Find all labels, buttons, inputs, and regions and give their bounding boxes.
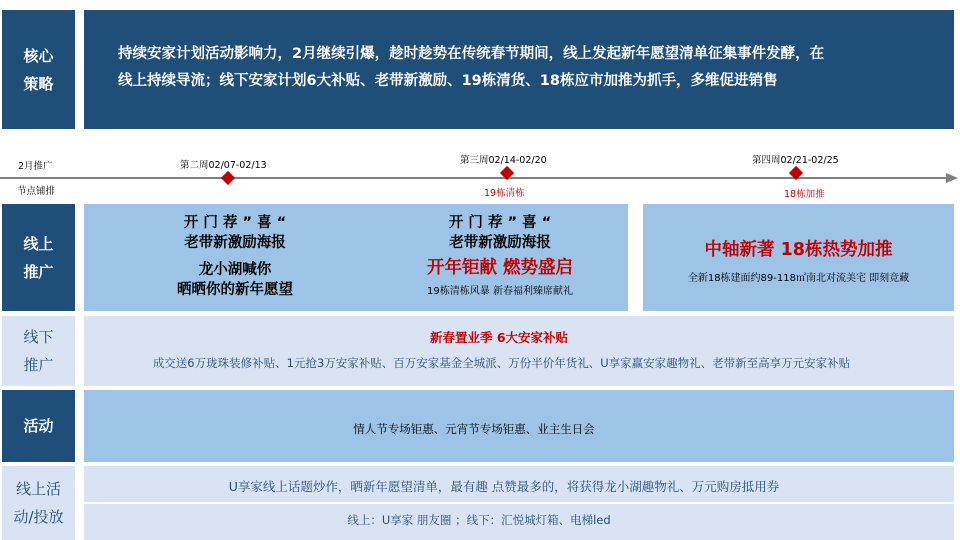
activities-label (2, 390, 75, 462)
online-activities-label-line1: 线上活 (15, 480, 61, 498)
offline-promo-panel (84, 316, 954, 386)
timeline-milestone-3-note: 18栋加推 (784, 189, 825, 200)
online-promo-col1-line3: 龙小湖喊你 (198, 262, 272, 278)
online-activities-panel-bottom (84, 504, 954, 540)
online-promo-label (2, 204, 75, 311)
online-activities-label (2, 466, 75, 540)
offline-promo-highlight: 新春置业季 6大安家补贴 (429, 330, 569, 345)
online-promo-col2-sub: 19栋清栋风暴 新春福利臻席献礼 (427, 286, 573, 297)
timeline-label-line1: 2月推广 (18, 161, 53, 172)
online-promo-panel-right (643, 204, 954, 311)
online-activities-line2: 线上：U享家 朋友圈 ；线下：汇悦城灯箱、电梯led (347, 513, 611, 527)
strategy-panel (84, 10, 954, 129)
timeline-milestone-3-label: 第四周02/21-02/25 (752, 155, 839, 166)
online-promo-label-line1: 线上 (23, 234, 54, 253)
offline-promo-label-line1: 线下 (23, 328, 54, 346)
activities-panel (84, 390, 954, 462)
online-activities-panel-top (84, 466, 954, 502)
online-promo-panel-left (84, 204, 628, 311)
strategy-text-line2: 线上持续导流；线下安家计划6大补贴、老带新激励、19栋清货、18栋应市加推为抓手，多维促进销售 (118, 73, 778, 89)
online-promo-col2-line2: 老带新激励海报 (449, 235, 551, 251)
activities-label-text: 活动 (23, 417, 54, 435)
online-promo-col2 (400, 213, 600, 302)
online-promo-col1-line1: 开 门 荐 ” 喜 “ (183, 215, 287, 231)
online-activities-label-line2: 动/投放 (13, 508, 64, 526)
online-promo-col1-line4: 晒晒你的新年愿望 (177, 282, 293, 298)
online-promo-label-line2: 推广 (23, 262, 54, 281)
timeline-milestone-2-note: 19栋清栋 (484, 188, 525, 199)
timeline-label-line2: 节点铺排 (17, 186, 56, 197)
online-activities-line1: U享家线上话题炒作，晒新年愿望清单，最有趣 点赞最多的，将获得龙小湖趣物礼、万元购房抵用券 (228, 479, 780, 494)
strategy-text-line1: 持续安家计划活动影响力，2月继续引爆，趁时趁势在传统春节期间，线上发起新年愿望清单征集事件发酵，在 (118, 46, 825, 62)
strategy-label-line2: 策略 (23, 74, 54, 93)
online-promo-col3-sub: 全新18栋建面约89-118㎡南北对流美宅 即刻竞藏 (687, 273, 910, 284)
online-promo-col3-highlight: 中轴新著 18栋热势加推 (704, 240, 893, 260)
timeline-milestone-1-label: 第二周02/07-02/13 (180, 160, 267, 171)
offline-promo-label-line2: 推广 (23, 356, 54, 374)
timeline-milestone-2-label: 第三周02/14-02/20 (460, 155, 547, 166)
online-promo-col1-line2: 老带新激励海报 (184, 235, 286, 251)
strategy-label (2, 10, 75, 129)
online-promo-col2-line1: 开 门 荐 ” 喜 “ (448, 215, 552, 231)
timeline-arrow (0, 170, 960, 186)
offline-promo-label (2, 316, 75, 386)
online-promo-col2-highlight: 开年钜献 燃势盛启 (426, 258, 574, 278)
offline-promo-text: 成交送6万珑珠装修补贴、1元抢3万安家补贴、百万安家基金全城派、万份半价年货礼、U享家赢安家趣物礼、老带新至高享万元安家补贴 (152, 356, 851, 370)
strategy-label-line1: 核心 (23, 46, 54, 65)
online-promo-col1 (146, 213, 324, 300)
activities-text: 情人节专场钜惠、元宵节专场钜惠、业主生日会 (353, 422, 595, 436)
